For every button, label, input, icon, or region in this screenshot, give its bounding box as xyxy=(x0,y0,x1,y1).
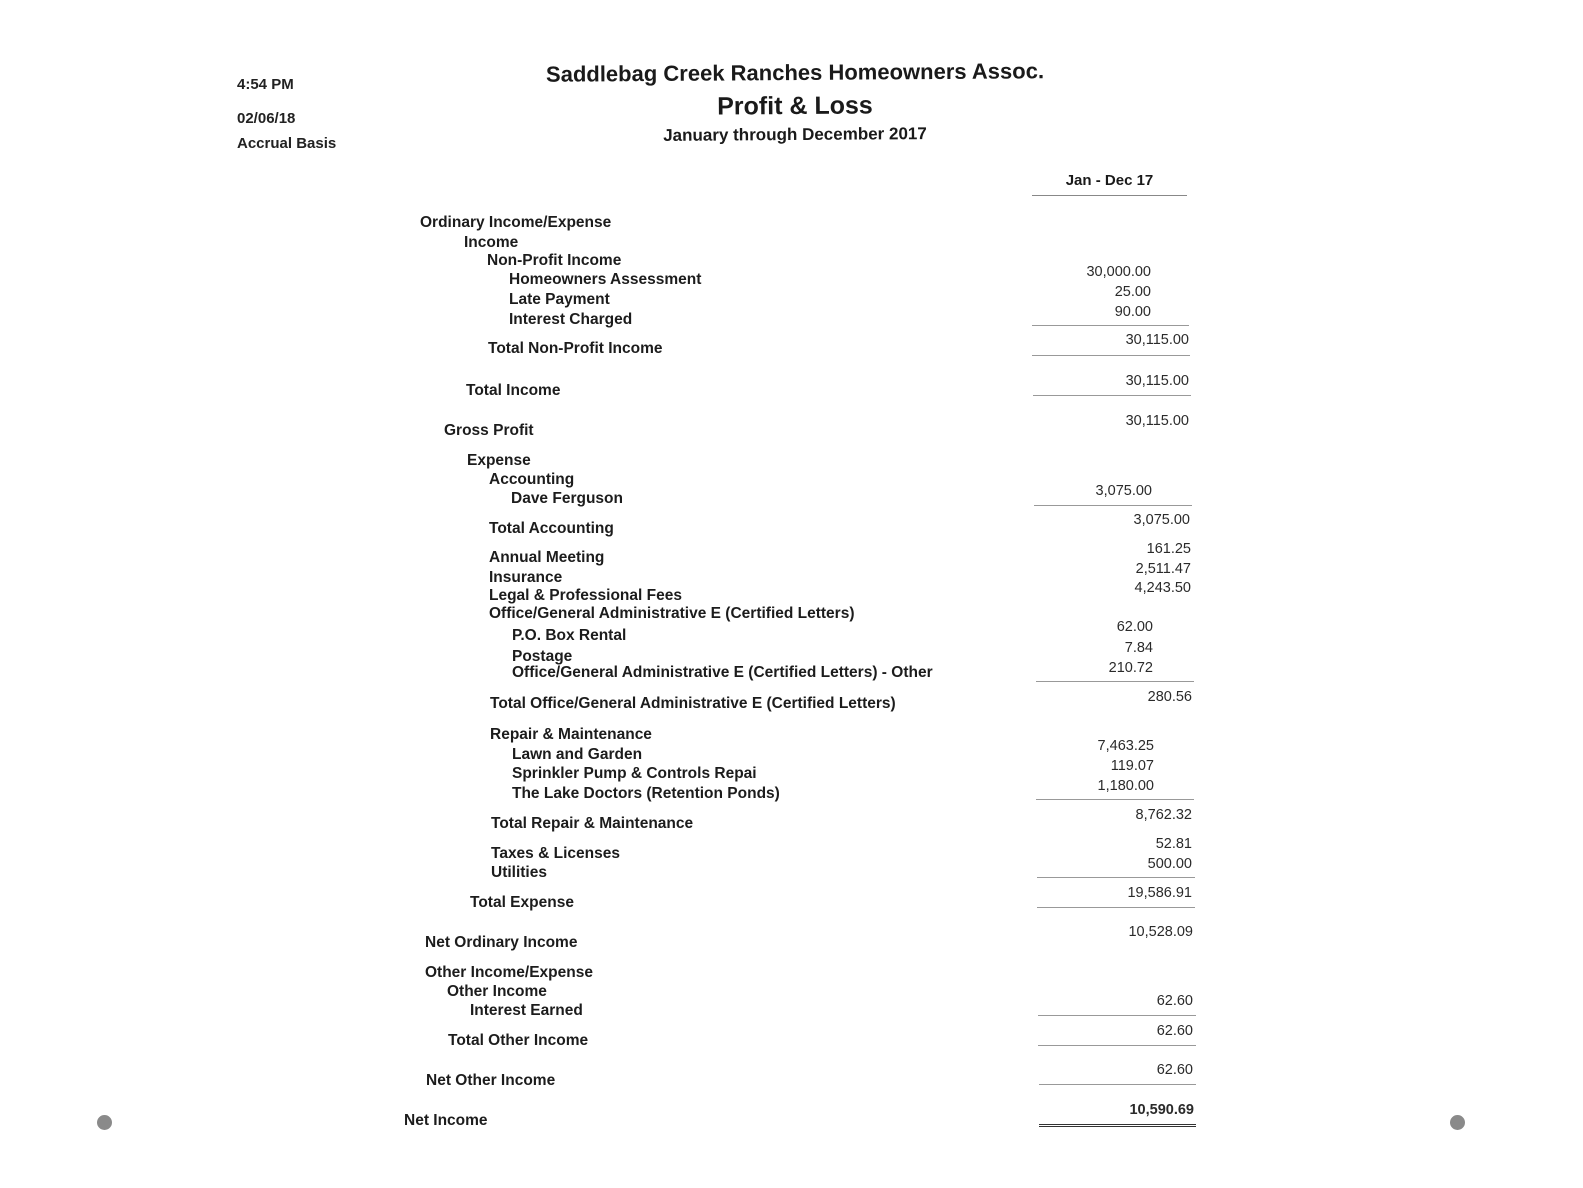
label-total-income: Total Income xyxy=(466,382,561,399)
company-name: Saddlebag Creek Ranches Homeowners Assoc. xyxy=(545,58,1045,87)
label-insurance: Insurance xyxy=(489,569,563,586)
amount-utilities: 500.00 xyxy=(1147,856,1192,872)
amount-insurance: 2,511.47 xyxy=(1135,561,1191,577)
binder-hole-right xyxy=(1450,1115,1465,1130)
label-net-ordinary-income: Net Ordinary Income xyxy=(425,934,578,951)
amount-late-payment: 25.00 xyxy=(1114,284,1151,300)
section-ordinary-income-expense: Ordinary Income/Expense xyxy=(420,214,612,231)
subtotal-rule xyxy=(1036,799,1194,800)
column-header: Jan - Dec 17 xyxy=(1032,172,1187,196)
amount-gross-profit: 30,115.00 xyxy=(1125,413,1189,429)
section-expense: Expense xyxy=(467,452,531,469)
section-other-income: Other Income xyxy=(447,983,547,1000)
report-period: January through December 2017 xyxy=(663,124,927,145)
subtotal-rule xyxy=(1032,325,1189,326)
label-total-accounting: Total Accounting xyxy=(489,520,614,537)
subtotal-rule xyxy=(1037,907,1195,908)
label-interest-earned: Interest Earned xyxy=(470,1002,583,1019)
amount-lake-doctors: 1,180.00 xyxy=(1097,778,1154,794)
label-taxes-licenses: Taxes & Licenses xyxy=(491,845,620,862)
label-total-office-admin: Total Office/General Administrative E (Certified Letters) xyxy=(490,695,896,712)
binder-hole-left xyxy=(97,1115,112,1130)
label-po-box-rental: P.O. Box Rental xyxy=(512,627,627,644)
amount-interest-earned: 62.60 xyxy=(1156,993,1193,1009)
label-office-other: Office/General Administrative E (Certified Letters) - Other xyxy=(512,664,933,681)
section-income: Income xyxy=(464,234,519,251)
amount-homeowners-assessment: 30,000.00 xyxy=(1086,264,1151,280)
subtotal-rule xyxy=(1032,355,1190,356)
section-office-admin: Office/General Administrative E (Certified Letters) xyxy=(489,605,855,622)
subtotal-rule xyxy=(1037,877,1195,878)
label-total-non-profit-income: Total Non-Profit Income xyxy=(488,340,663,357)
label-net-income: Net Income xyxy=(404,1112,488,1129)
label-lawn-garden: Lawn and Garden xyxy=(512,746,643,763)
report-date: 02/06/18 xyxy=(237,110,296,127)
amount-office-other: 210.72 xyxy=(1108,660,1153,676)
label-lake-doctors: The Lake Doctors (Retention Ponds) xyxy=(512,785,780,802)
amount-net-other-income: 62.60 xyxy=(1156,1062,1193,1078)
subtotal-rule xyxy=(1033,395,1191,396)
amount-net-ordinary-income: 10,528.09 xyxy=(1128,924,1193,940)
amount-sprinkler: 119.07 xyxy=(1110,758,1154,774)
amount-postage: 7.84 xyxy=(1124,640,1153,656)
report-title-block xyxy=(510,60,1080,145)
subtotal-rule xyxy=(1038,1045,1196,1046)
amount-interest-charged: 90.00 xyxy=(1114,304,1151,320)
subtotal-rule xyxy=(1039,1084,1196,1085)
amount-total-expense: 19,586.91 xyxy=(1127,885,1192,901)
report-basis: Accrual Basis xyxy=(237,135,337,152)
amount-taxes-licenses: 52.81 xyxy=(1155,836,1192,852)
label-total-repair: Total Repair & Maintenance xyxy=(491,815,694,832)
amount-legal-fees: 4,243.50 xyxy=(1134,580,1191,596)
amount-total-income: 30,115.00 xyxy=(1125,373,1189,389)
amount-total-other-income: 62.60 xyxy=(1156,1023,1193,1039)
label-dave-ferguson: Dave Ferguson xyxy=(511,490,623,507)
label-net-other-income: Net Other Income xyxy=(426,1072,556,1089)
grand-total-rule xyxy=(1039,1124,1196,1127)
amount-total-office-admin: 280.56 xyxy=(1147,689,1192,705)
amount-annual-meeting: 161.25 xyxy=(1146,541,1191,557)
subtotal-rule xyxy=(1036,681,1194,682)
amount-po-box-rental: 62.00 xyxy=(1116,619,1153,635)
label-utilities: Utilities xyxy=(491,864,547,881)
label-legal-fees: Legal & Professional Fees xyxy=(489,587,682,604)
amount-dave-ferguson: 3,075.00 xyxy=(1095,483,1152,499)
label-total-expense: Total Expense xyxy=(470,894,574,911)
label-gross-profit: Gross Profit xyxy=(444,422,534,439)
subtotal-rule xyxy=(1038,1015,1196,1016)
label-homeowners-assessment: Homeowners Assessment xyxy=(509,271,702,288)
report-time: 4:54 PM xyxy=(237,76,294,93)
section-accounting: Accounting xyxy=(489,471,575,488)
report-title: Profit & Loss xyxy=(717,91,873,121)
amount-total-repair: 8,762.32 xyxy=(1135,807,1192,823)
label-annual-meeting: Annual Meeting xyxy=(489,549,605,566)
label-interest-charged: Interest Charged xyxy=(509,311,633,328)
amount-total-non-profit-income: 30,115.00 xyxy=(1125,332,1189,348)
label-late-payment: Late Payment xyxy=(509,291,610,308)
amount-lawn-garden: 7,463.25 xyxy=(1097,738,1154,754)
amount-total-accounting: 3,075.00 xyxy=(1133,512,1190,528)
label-postage: Postage xyxy=(512,648,573,665)
section-other-income-expense: Other Income/Expense xyxy=(425,964,593,981)
label-total-other-income: Total Other Income xyxy=(448,1032,589,1049)
label-sprinkler: Sprinkler Pump & Controls Repai xyxy=(512,765,757,782)
section-non-profit-income: Non-Profit Income xyxy=(487,252,622,269)
section-repair-maintenance: Repair & Maintenance xyxy=(490,726,652,743)
amount-net-income: 10,590.69 xyxy=(1129,1102,1194,1118)
subtotal-rule xyxy=(1034,505,1192,506)
